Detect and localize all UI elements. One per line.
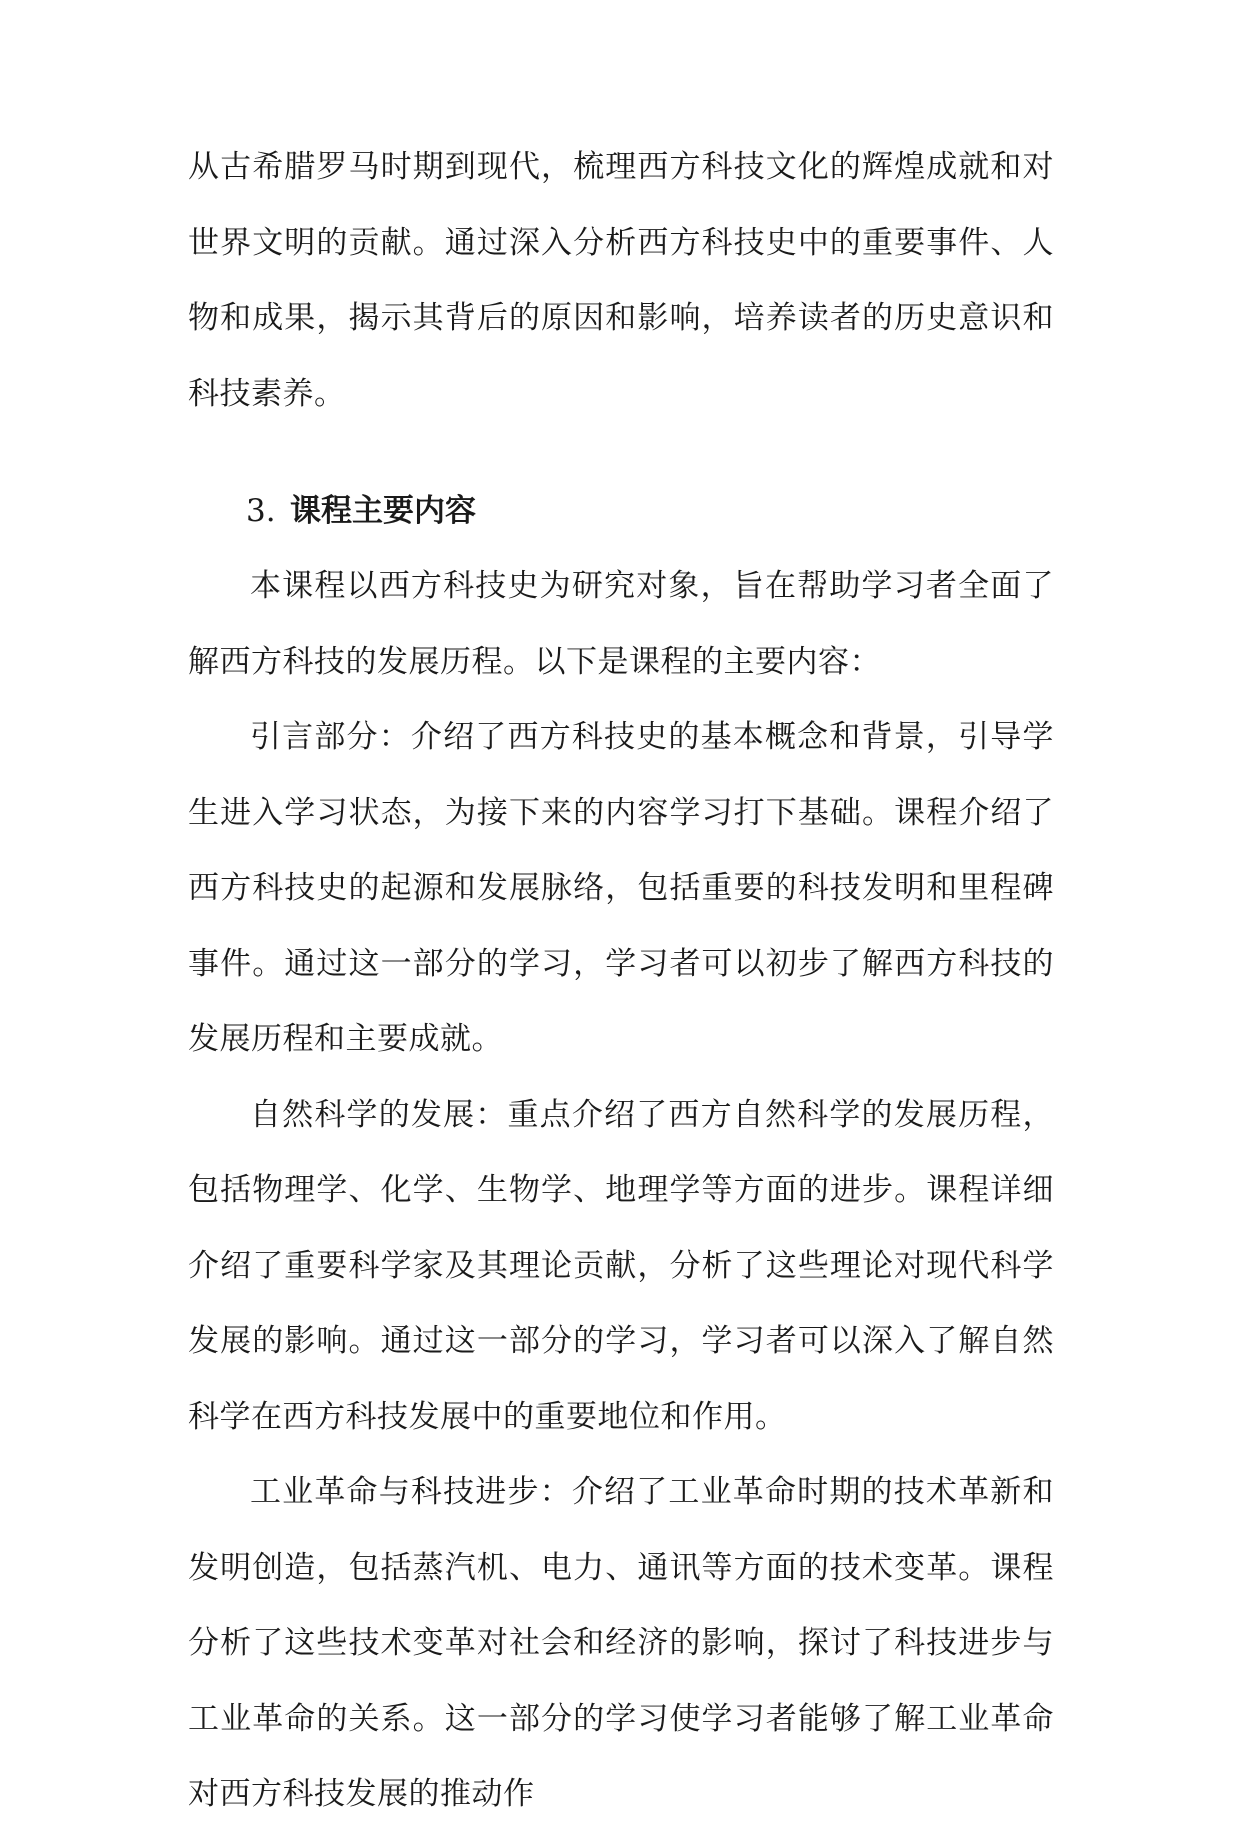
paragraph-industrial-revolution: 工业革命与科技进步：介绍了工业革命时期的技术革新和发明创造，包括蒸汽机、电力、通讯等方面的技术变革。课程分析了这些技术变革对社会和经济的影响，探讨了科技进步与工业革命的关系。这一部分的学习使学习者能够了解工业革命对西方科技发展的推动作 (188, 1474, 1054, 1812)
section-title: 课程主要内容 (290, 493, 476, 529)
paragraph-natural-science: 自然科学的发展：重点介绍了西方自然科学的发展历程，包括物理学、化学、生物学、地理学等方面的进步。课程详细介绍了重要科学家及其理论贡献，分析了这些理论对现代科学发展的影响。通过这一部分的学习，学习者可以深入了解自然科学在西方科技发展中的重要地位和作用。 (188, 1096, 1054, 1435)
section-number: 3. (246, 493, 276, 529)
section-spacer (188, 432, 1054, 474)
intro-paragraph: 从古希腊罗马时期到现代，梳理西方科技文化的辉煌成就和对世界文明的贡献。通过深入分析西方科技史中的重要事件、人物和成果，揭示其背后的原因和影响，培养读者的历史意识和科技素养。 (188, 149, 1054, 412)
section-heading (188, 474, 1054, 549)
paragraph-overview: 本课程以西方科技史为研究对象，旨在帮助学习者全面了解西方科技的发展历程。以下是课程的主要内容： (188, 568, 1054, 680)
paragraph-introduction: 引言部分：介绍了西方科技史的基本概念和背景，引导学生进入学习状态，为接下来的内容学习打下基础。课程介绍了西方科技史的起源和发展脉络，包括重要的科技发明和里程碑事件。通过这一部分的学习，学习者可以初步了解西方科技的发展历程和主要成就。 (188, 719, 1054, 1057)
document-page (188, 130, 1054, 1833)
